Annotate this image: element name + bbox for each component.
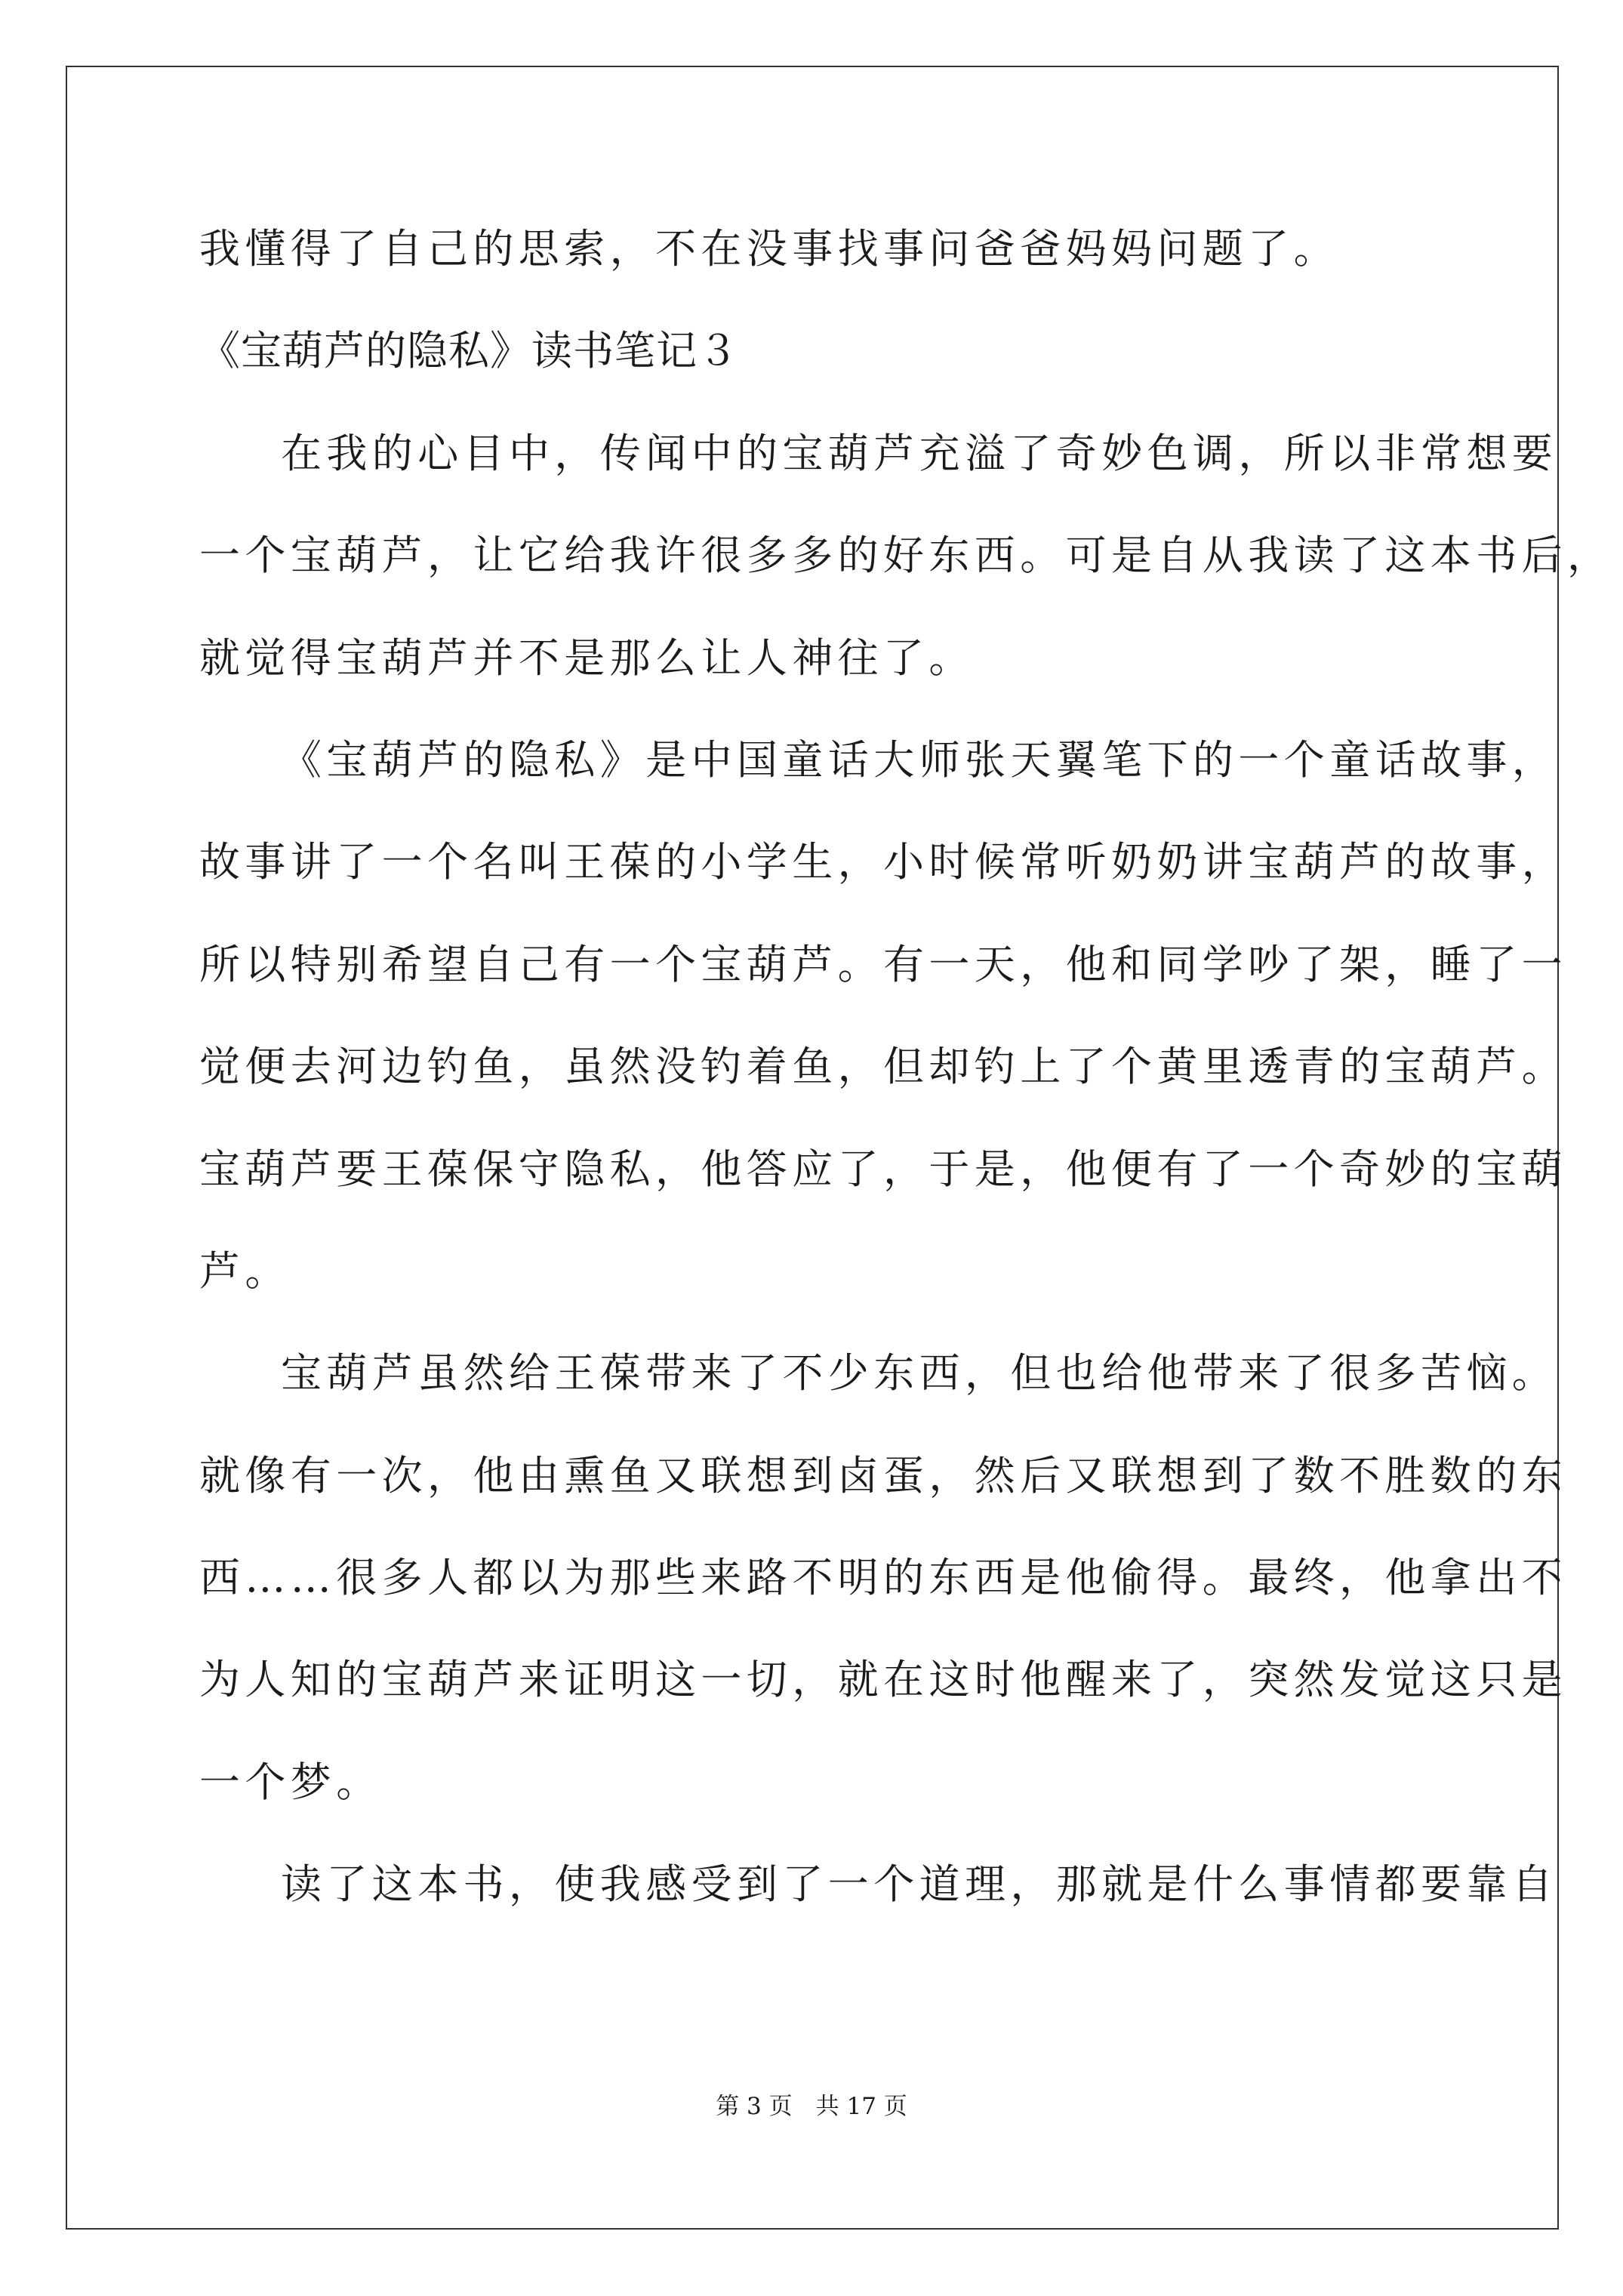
section-title: 《宝葫芦的隐私》读书笔记３ [199,327,739,375]
text-line-8: 所以特别希望自己有一个宝葫芦。有一天，他和同学吵了架，睡了一 [199,940,1567,988]
text-line-1: 我懂得了自己的思索，不在没事找事问爸爸妈妈问题了。 [199,225,1339,273]
text-line-4: 一个宝葫芦，让它给我许很多多的好东西。可是自从我读了这本书后， [199,532,1613,580]
text-line-10: 宝葫芦要王葆保守隐私，他答应了，于是，他便有了一个奇妙的宝葫 [199,1145,1567,1193]
text-line-7: 故事讲了一个名叫王葆的小学生，小时候常听奶奶讲宝葫芦的故事， [199,838,1567,886]
text-line-13: 就像有一次，他由熏鱼又联想到卤蛋，然后又联想到了数不胜数的东 [199,1451,1567,1499]
document-body [199,198,1613,1936]
text-line-14: 西……很多人都以为那些来路不明的东西是他偷得。最终，他拿出不 [199,1554,1567,1602]
text-line-3: 在我的心目中，传闻中的宝葫芦充溢了奇妙色调，所以非常想要 [281,429,1558,477]
text-line-15: 为人知的宝葫芦来证明这一切，就在这时他醒来了，突然发觉这只是 [199,1656,1567,1704]
text-line-11: 芦。 [199,1247,291,1295]
text-line-16: 一个梦。 [199,1758,382,1806]
text-line-17: 读了这本书，使我感受到了一个道理，那就是什么事情都要靠自 [281,1860,1558,1909]
text-line-9: 觉便去河边钓鱼，虽然没钓着鱼，但却钓上了个黄里透青的宝葫芦。 [199,1043,1567,1091]
page-number-footer: 第 3 页 共 17 页 [716,2093,907,2120]
text-line-5: 就觉得宝葫芦并不是那么让人神往了。 [199,633,975,682]
text-line-12: 宝葫芦虽然给王葆带来了不少东西，但也给他带来了很多苦恼。 [281,1349,1558,1398]
text-line-6: 《宝葫芦的隐私》是中国童话大师张天翼笔下的一个童话故事， [281,735,1558,784]
